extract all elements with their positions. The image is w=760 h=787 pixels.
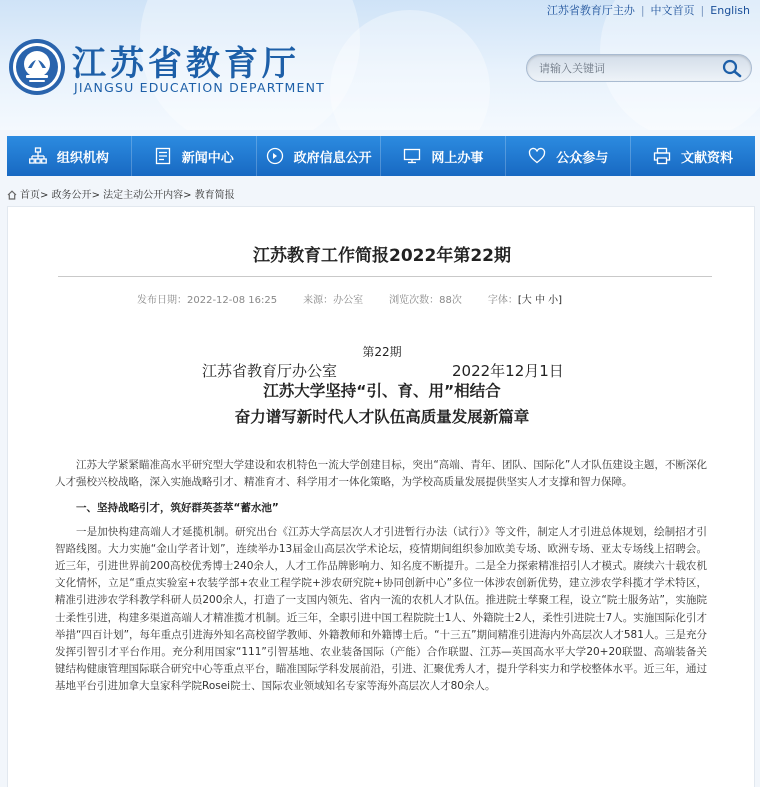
issue-date: 2022年12月1日 [452,362,564,380]
font-size-medium[interactable]: 中 [534,295,545,306]
top-link-sponsor[interactable]: 江苏省教育厅主办 [546,4,635,17]
headline-line-2: 奋力谱写新时代人才队伍高质量发展新篇章 [234,408,530,426]
nav-item-organization[interactable] [7,136,132,176]
breadcrumb-home[interactable]: 首页 [20,190,40,201]
publish-date: 发布日期：2022-12-08 16:25 [137,295,278,306]
issue-number: 第22期 [362,345,402,359]
article-panel [7,206,755,787]
font-size-large[interactable]: 大 [521,295,532,306]
font-size-label: 字体： [487,295,518,306]
article-title: 江苏教育工作简报2022年第22期 [253,246,511,266]
font-size-switcher: [大 中 小] [517,295,563,306]
disclosure-icon [266,147,284,165]
article-meta [137,291,562,306]
search-box [526,54,752,82]
title-divider [58,276,712,277]
org-chart-icon [29,147,47,165]
nav-item-participation[interactable] [506,136,631,176]
font-size-small[interactable]: 小 [548,295,559,306]
document-icon [154,147,172,165]
paragraph: 一是加快构建高端人才延揽机制。研究出台《江苏大学高层次人才引进暂行办法（试行）》等文件，制定人才引进总体规划，绘制招才引智路线图。大力实施“金山学者计划”，连续举办13届金山高层次学术论坛，疫情期间组织参加欧美专场、欧洲专场、亚太专场线上招聘会。近三年，引进世界前200高校优秀博士240余人，人才工作品牌影响力、知名度不断提升。二是全力探索精准招引人才模式。赓续六十载农机文化情怀，立足“重点实验室+农装学部+农业工程学院+涉农研究院+协同创新中心”多位一体涉农创新优势，建立涉农学科揽才学术特区，精准引进涉农学科教学科研人员200余人，打造了一支国内领先、省内一流的农机人才队伍。推进院士孳聚工程，设立“院士服务站”，实施院士柔性引进，构建多渠道高端人才精准揽才机制。近三年，全职引进中国工程院院士1人、外籍院士2人，柔性引进院士7人。实施国际化引才举措“四百计划”，每年重点引进海外知名高校留学教师、外籍教师和外籍博士后。“十三五”期间精准引进海内外高层次人才581人。三是充分发挥引智引才平台作用。充分利用国家“111”引智基地、农业装备国际（产能）合作联盟、江苏—英国高水平大学20+20联盟、高端装备关键结构健康管理国际联合研究中心等重点平台，瞄准国际学科发展前沿，引进、汇聚优秀人才，提升学科实力和学校整体水平。近三年，通过基地平台引进加拿大皇家科学院Rosei院士、国际农业领域知名专家等海外高层次人才80余人。 [55,525,707,693]
top-link-home[interactable]: 中文首页 [650,4,695,17]
nav-label: 文献资料 [681,150,734,166]
search-icon[interactable] [721,58,743,78]
site-header [0,0,760,130]
emblem-logo[interactable] [8,38,66,96]
nav-label: 组织机构 [56,150,109,166]
nav-item-news[interactable] [132,136,257,176]
search-input[interactable] [539,59,709,77]
nav-item-documents[interactable] [631,136,755,176]
nav-item-online-services[interactable] [381,136,506,176]
printer-icon [653,147,671,165]
section-heading: 一、坚持战略引才，筑好群英荟萃“蓄水池” [76,502,279,515]
headline-line-1: 江苏大学坚持“引、育、用”相结合 [263,382,501,400]
nav-label: 网上办事 [431,150,484,166]
issuer-line [202,360,564,381]
article-body [55,457,707,705]
home-icon [7,190,17,200]
heart-icon [528,147,546,165]
breadcrumb-disclosure[interactable]: 法定主动公开内容 [103,190,184,201]
nav-label: 新闻中心 [181,150,234,166]
nav-item-disclosure[interactable] [257,136,382,176]
view-count: 浏览次数：88次 [389,295,462,306]
site-title-en: JIANGSU EDUCATION DEPARTMENT [74,80,325,95]
nav-label: 公众参与 [556,150,609,166]
site-title-cn: 江苏省教育厅 [72,44,300,84]
issuer-org: 江苏省教育厅办公室 [202,362,338,380]
top-link-english[interactable]: English [710,4,750,17]
main-nav [7,136,755,176]
nav-label: 政府信息公开 [293,150,372,166]
monitor-icon [403,147,421,165]
breadcrumb-briefing[interactable]: 教育简报 [194,190,235,201]
article-source: 来源：办公室 [303,295,364,306]
breadcrumb-gov-affairs[interactable]: 政务公开 [51,190,92,201]
top-links: 江苏省教育厅主办 | 中文首页 | English [546,4,750,17]
paragraph: 江苏大学紧紧瞄准高水平研究型大学建设和农机特色一流大学创建目标，突出“高端、青年、团队、国际化”人才队伍建设主题，不断深化人才强校兴校战略，深入实施战略引才、精准育才、科学用才一体化策略，为学校高质量发展提供坚实人才支撑和智力保障。 [55,459,707,489]
breadcrumb: 首页> 政务公开> 法定主动公开内容> 教育简报 [7,186,235,201]
